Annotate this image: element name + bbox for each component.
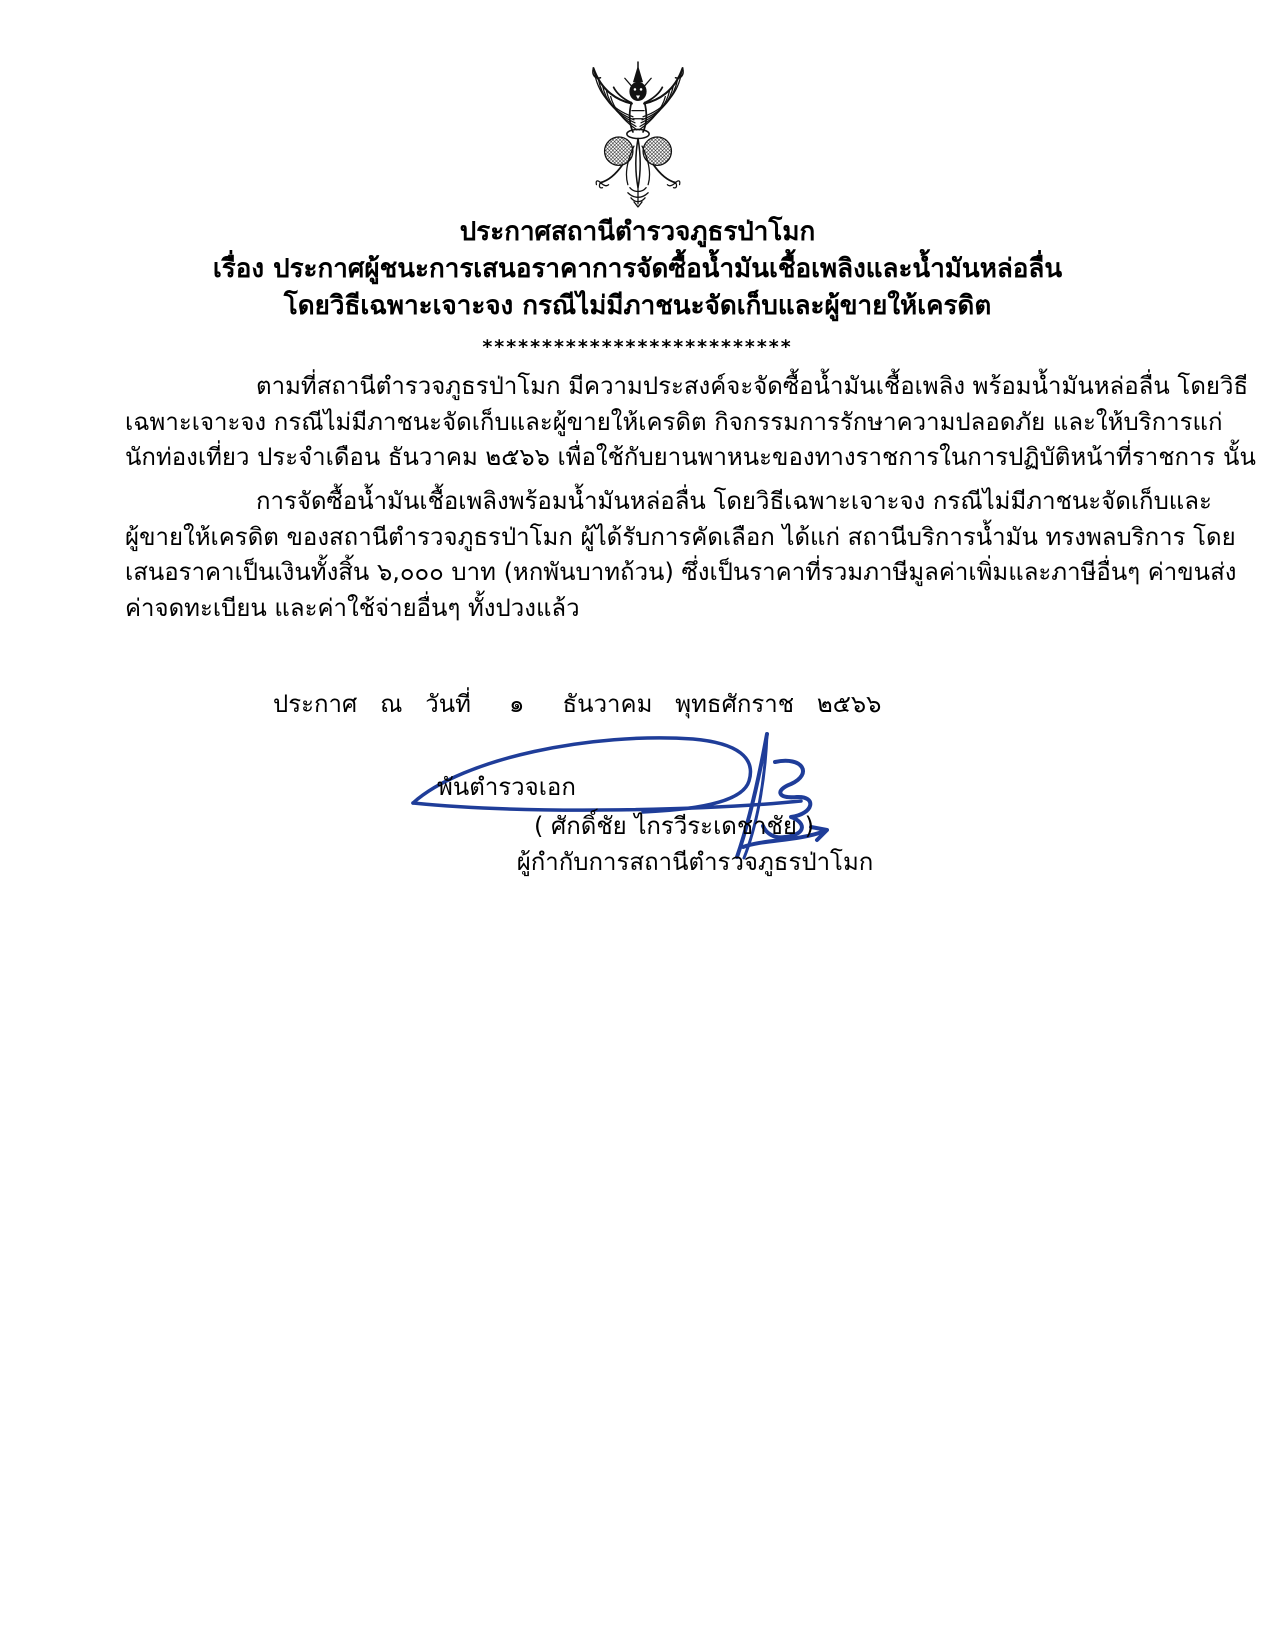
signer-name: ( ศักดิ์ชัย ไกรวีระเดชาชัย ) <box>534 812 814 840</box>
garuda-emblem-icon <box>572 60 704 212</box>
title-block <box>0 214 1275 366</box>
signer-rank: พันตำรวจเอก <box>437 773 576 801</box>
paragraph-2-line: ผู้ขายให้เครดิต ของสถานีตำรวจภูธรป่าโมก ผู้ได้รับการคัดเลือก ได้แก่ สถานีบริการน้ำมัน ทรงพลบริการ โดย <box>125 522 1236 551</box>
paragraph-1 <box>125 369 1256 476</box>
paragraph-1-line: เฉพาะเจาะจง กรณีไม่มีภาชนะจัดเก็บและผู้ขายให้เครดิต กิจกรรมการรักษาความปลอดภัย และให้บริการแก่ <box>125 407 1223 436</box>
paragraph-1-line: ตามที่สถานีตำรวจภูธรป่าโมก มีความประสงค์จะจัดซื้อน้ำมันเชื้อเพลิง พร้อมน้ำมันหล่อลื่น โดยวิธี <box>256 372 1249 400</box>
announcement-date-line: ประกาศ ณ วันที่ ๑ ธันวาคม พุทธศักราช ๒๕๖๖ <box>273 690 882 718</box>
paragraph-2 <box>125 484 1237 626</box>
paragraph-1-line: นักท่องเที่ยว ประจำเดือน ธันวาคม ๒๕๖๖ เพื่อใช้กับยานพาหนะของทางราชการในการปฏิบัติหน้าที่ราชการ นั้น <box>125 443 1256 472</box>
signer-position: ผู้กำกับการสถานีตำรวจภูธรป่าโมก <box>516 848 874 876</box>
document-title: ประกาศสถานีตำรวจภูธรป่าโมก <box>459 217 816 247</box>
paragraph-2-line: การจัดซื้อน้ำมันเชื้อเพลิงพร้อมน้ำมันหล่อลื่น โดยวิธีเฉพาะเจาะจง กรณีไม่มีภาชนะจัดเก็บและ <box>256 487 1212 515</box>
asterisk-divider: ************************** <box>482 336 793 358</box>
paragraph-2-line: เสนอราคาเป็นเงินทั้งสิ้น ๖,๐๐๐ บาท (หกพันบาทถ้วน) ซึ่งเป็นราคาที่รวมภาษีมูลค่าเพิ่มและภาษีอื่นๆ ค่าขนส่ง <box>125 558 1237 587</box>
document-subject-line-1: เรื่อง ประกาศผู้ชนะการเสนอราคาการจัดซื้อน้ำมันเชื้อเพลิงและน้ำมันหล่อลื่น <box>212 254 1063 284</box>
document-subject-line-2: โดยวิธีเฉพาะเจาะจง กรณีไม่มีภาชนะจัดเก็บและผู้ขายให้เครดิต <box>283 291 992 321</box>
paragraph-2-line: ค่าจดทะเบียน และค่าใช้จ่ายอื่นๆ ทั้งปวงแล้ว <box>125 593 580 622</box>
